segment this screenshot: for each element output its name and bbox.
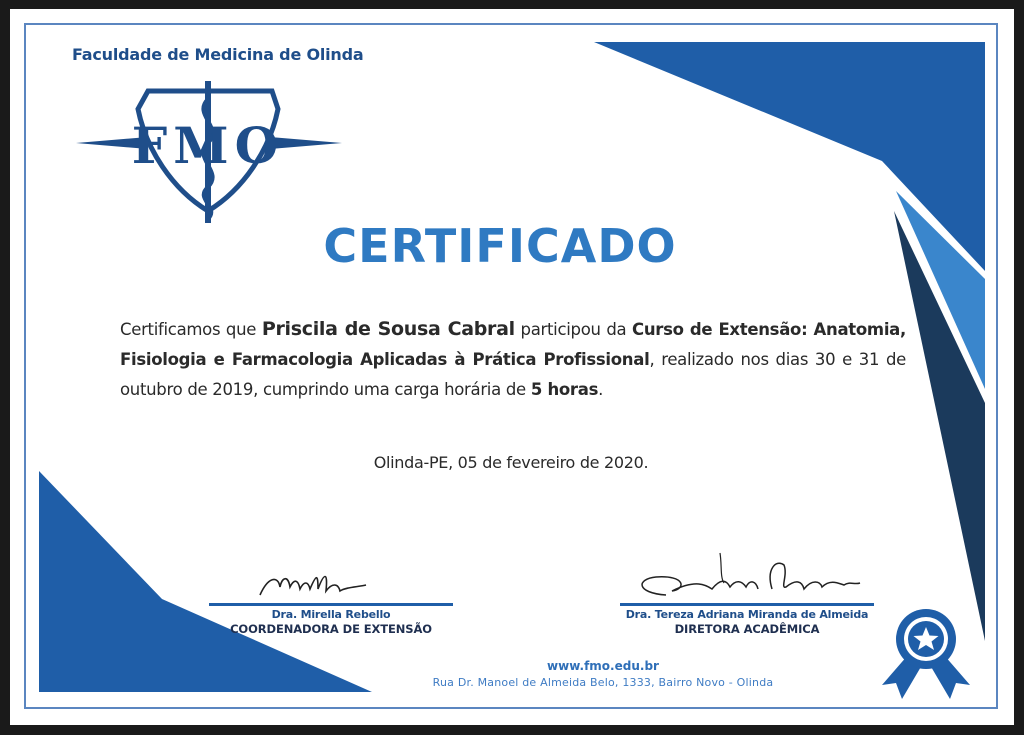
course-hours: 5 horas: [530, 380, 599, 399]
star-award-icon: [878, 605, 974, 701]
institution-name: Faculdade de Medicina de Olinda: [72, 45, 364, 64]
recipient-name: Priscila de Sousa Cabral: [261, 318, 515, 340]
signatory-role: COORDENADORA DE EXTENSÃO: [230, 622, 432, 636]
certificate-page: [10, 9, 1014, 725]
website-link[interactable]: www.fmo.edu.br: [547, 659, 659, 673]
signatory-name: Dra. Mirella Rebello: [271, 608, 391, 621]
signature-block-director: [616, 549, 878, 636]
body-participated: participou da: [514, 320, 633, 339]
body-end: .: [598, 380, 604, 399]
svg-text:FMO: FMO: [131, 116, 285, 175]
signatory-name: Dra. Tereza Adriana Miranda de Almeida: [625, 608, 869, 621]
caduceus-shield-icon: [74, 79, 344, 229]
body-intro: Certificamos que: [120, 320, 262, 339]
signatory-role: DIRETORA ACADÊMICA: [674, 622, 820, 636]
course-name: Curso de Extensão: Anatomia, Fisiologia e Farmacologia Aplicadas à Prática Profissional: [120, 320, 906, 369]
place-date: Olinda-PE, 05 de fevereiro de 2020.: [373, 453, 649, 472]
handwritten-signature: [208, 565, 454, 599]
signature-line: [620, 603, 874, 606]
handwritten-signature: [616, 549, 878, 599]
signature-line: [209, 603, 453, 606]
body-details: , realizado nos dias 30 e 31 de outubro de 2019, cumprindo uma carga horária de: [120, 350, 906, 399]
certificate-title: CERTIFICADO: [323, 219, 677, 273]
certificate-body: [120, 314, 906, 405]
signature-block-coordinator: [208, 565, 454, 636]
address: Rua Dr. Manoel de Almeida Belo, 1333, Bairro Novo - Olinda: [432, 676, 774, 689]
